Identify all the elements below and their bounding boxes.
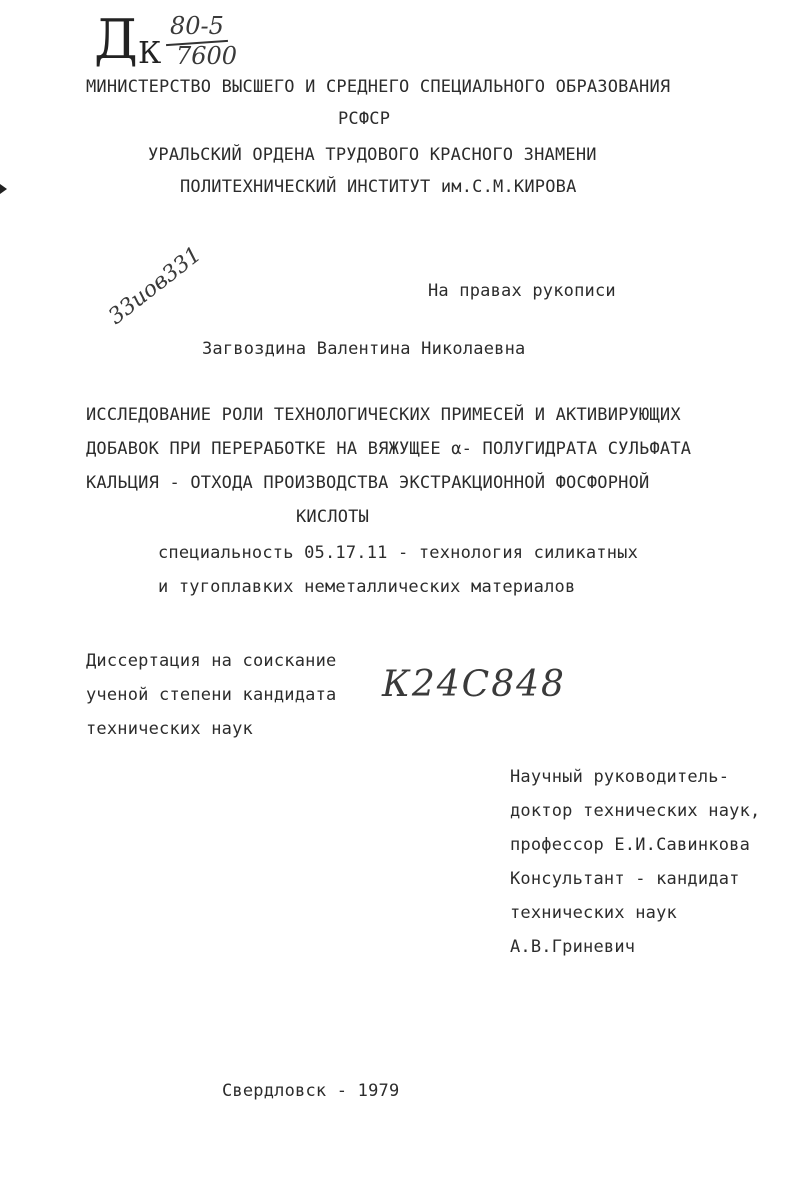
edge-mark [0, 184, 7, 194]
republic-heading: РСФСР [338, 109, 391, 129]
title-line4: КИСЛОТЫ [296, 507, 370, 527]
supervisor-line3: профессор Е.И.Савинкова [510, 835, 751, 855]
inventory-number-handwritten: К24С848 [382, 664, 566, 705]
specialty-line1: специальность 05.17.11 - технология силикатных [158, 543, 639, 563]
ministry-heading: МИНИСТЕРСТВО ВЫСШЕГО И СРЕДНЕГО СПЕЦИАЛЬНОГО ОБРАЗОВАНИЯ [86, 77, 671, 97]
consultant-line2: технических наук [510, 903, 677, 923]
consultant-line1: Консультант - кандидат [510, 869, 740, 889]
institute-heading-line1: УРАЛЬСКИЙ ОРДЕНА ТРУДОВОГО КРАСНОГО ЗНАМЕНИ [148, 145, 597, 165]
supervisor-line1: Научный руководитель- [510, 767, 730, 787]
margin-handwritten-note: 33иов331 [104, 242, 207, 330]
stamp-code-top: 80-5 [170, 12, 224, 40]
title-line2: ДОБАВОК ПРИ ПЕРЕРАБОТКЕ НА ВЯЖУЩЕЕ ⍺- ПОЛУГИДРАТА СУЛЬФАТА [86, 439, 692, 459]
stamp-letter: Д [94, 8, 138, 71]
institute-heading-line2: ПОЛИТЕХНИЧЕСКИЙ ИНСТИТУТ им.С.М.КИРОВА [180, 177, 577, 197]
stamp-code-bottom: 7600 [176, 42, 238, 70]
title-line1: ИССЛЕДОВАНИЕ РОЛИ ТЕХНОЛОГИЧЕСКИХ ПРИМЕСЕЙ И АКТИВИРУЮЩИХ [86, 405, 681, 425]
city-year: Свердловск - 1979 [222, 1081, 400, 1101]
stamp-code-prefix: К [138, 36, 162, 71]
degree-line2: ученой степени кандидата [86, 685, 337, 705]
consultant-line3: А.В.Гриневич [510, 937, 636, 957]
supervisor-line2: доктор технических наук, [510, 801, 761, 821]
title-line3: КАЛЬЦИЯ - ОТХОДА ПРОИЗВОДСТВА ЭКСТРАКЦИОННОЙ ФОСФОРНОЙ [86, 473, 650, 493]
degree-line3: технических наук [86, 719, 253, 739]
author-name: Загвоздина Валентина Николаевна [202, 339, 526, 359]
degree-line1: Диссертация на соискание [86, 651, 337, 671]
specialty-line2: и тугоплавких неметаллических материалов [158, 577, 576, 597]
manuscript-rights-note: На правах рукописи [428, 281, 616, 301]
